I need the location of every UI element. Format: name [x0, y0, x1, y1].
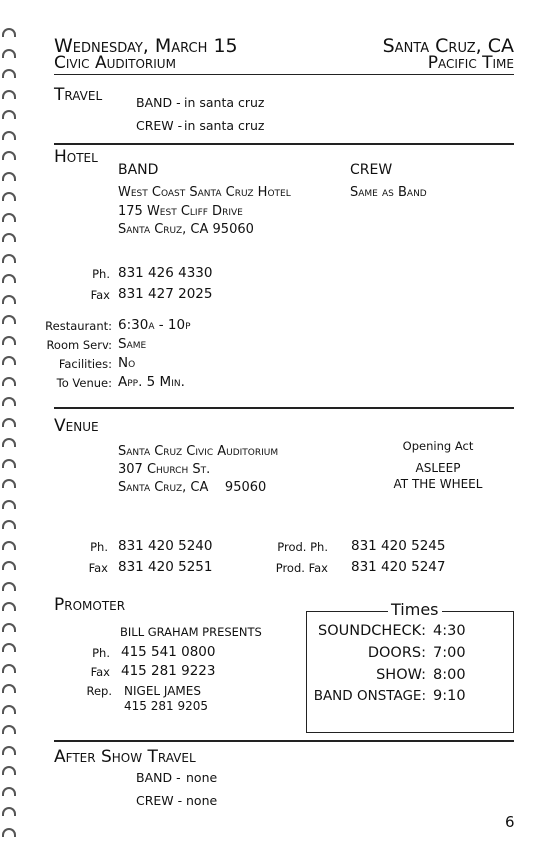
binding-ring	[2, 582, 16, 591]
hotel-address-line1: 175 West Cliff Drive	[118, 204, 243, 219]
show-time: 8:00	[433, 667, 466, 683]
promoter-rep-name: NIGEL JAMES	[124, 684, 201, 698]
travel-crew-label: CREW -	[136, 118, 183, 133]
hotel-band-heading: BAND	[118, 162, 159, 178]
binding-ring	[2, 807, 16, 816]
opening-act-line1: ASLEEP	[415, 461, 461, 475]
binding-ring	[2, 418, 16, 427]
opening-act-line2: AT THE WHEEL	[393, 477, 483, 491]
doors-label: DOORS:	[367, 645, 426, 661]
restaurant-hours: 6:30a - 10p	[118, 317, 191, 333]
after-show-crew-value: none	[186, 793, 218, 808]
binding-ring	[2, 725, 16, 734]
hotel-phone-label: Ph.	[92, 267, 110, 281]
binding-ring	[2, 397, 16, 406]
binding-ring	[2, 274, 16, 283]
venue-heading: Venue	[54, 416, 99, 436]
venue-fax: 831 420 5251	[118, 559, 213, 575]
binding-ring	[2, 254, 16, 263]
prod-fax-label: Prod. Fax	[275, 561, 328, 575]
hotel-address-line2: Santa Cruz, CA 95060	[118, 222, 254, 237]
binding-ring	[2, 541, 16, 550]
promoter-heading: Promoter	[54, 595, 126, 615]
binding-ring	[2, 520, 16, 529]
venue-address-line1: 307 Church St.	[118, 462, 211, 477]
soundcheck-time: 4:30	[433, 623, 466, 639]
page-number: 6	[505, 813, 515, 831]
facilities-value: No	[118, 355, 136, 371]
binding-ring	[2, 684, 16, 693]
prod-phone: 831 420 5245	[351, 538, 446, 554]
promoter-name: BILL GRAHAM PRESENTS	[120, 625, 262, 639]
binding-ring	[2, 315, 16, 324]
hotel-crew-value: Same as Band	[350, 185, 427, 200]
hotel-heading: Hotel	[54, 147, 98, 167]
prod-fax: 831 420 5247	[351, 559, 446, 575]
header-date: Wednesday, March 15	[54, 35, 238, 57]
binding-ring	[2, 356, 16, 365]
binding-ring	[2, 377, 16, 386]
after-show-crew-label: CREW -	[136, 793, 183, 808]
hotel-name: West Coast Santa Cruz Hotel	[118, 185, 291, 200]
promoter-phone-label: Ph.	[92, 646, 110, 660]
hotel-crew-heading: CREW	[350, 162, 393, 178]
restaurant-label: Restaurant:	[45, 319, 112, 333]
hotel-divider	[54, 407, 514, 409]
prod-phone-label: Prod. Ph.	[277, 540, 328, 554]
promoter-fax-label: Fax	[90, 665, 110, 679]
binding-ring	[2, 623, 16, 632]
to-venue-value: App. 5 Min.	[118, 374, 185, 390]
header-timezone: Pacific Time	[427, 53, 514, 73]
room-service-label: Room Serv:	[46, 338, 112, 352]
times-heading: Times	[388, 602, 442, 618]
travel-crew-value: in santa cruz	[184, 118, 265, 133]
room-service-value: Same	[118, 336, 147, 352]
binding-ring	[2, 561, 16, 570]
band-onstage-label: BAND ONSTAGE:	[313, 688, 426, 704]
promoter-fax: 415 281 9223	[121, 663, 216, 679]
promoter-rep-label: Rep.	[86, 684, 112, 698]
binding-ring	[2, 602, 16, 611]
binding-ring	[2, 705, 16, 714]
binding-ring	[2, 336, 16, 345]
header-city: Santa Cruz, CA	[382, 35, 514, 57]
hotel-phone: 831 426 4330	[118, 265, 213, 281]
venue-address-line2: Santa Cruz, CA 95060	[118, 480, 267, 495]
after-show-heading: After Show Travel	[54, 747, 196, 767]
binding-ring	[2, 49, 16, 58]
binding-ring	[2, 295, 16, 304]
promoter-rep-phone: 415 281 9205	[124, 699, 208, 713]
binding-ring	[2, 192, 16, 201]
binding-ring	[2, 643, 16, 652]
binding-ring	[2, 766, 16, 775]
doors-time: 7:00	[433, 645, 466, 661]
promoter-divider	[54, 740, 514, 742]
promoter-phone: 415 541 0800	[121, 644, 216, 660]
binding-ring	[2, 213, 16, 222]
binding-ring	[2, 664, 16, 673]
binding-ring	[2, 90, 16, 99]
binding-ring	[2, 110, 16, 119]
binding-ring	[2, 172, 16, 181]
header-divider	[54, 74, 514, 75]
binding-ring	[2, 479, 16, 488]
travel-divider	[54, 143, 514, 145]
hotel-fax: 831 427 2025	[118, 286, 213, 302]
binding-ring	[2, 438, 16, 447]
binding-ring	[2, 828, 16, 837]
binding-ring	[2, 151, 16, 160]
travel-band-label: BAND -	[136, 95, 181, 110]
binding-ring	[2, 131, 16, 140]
band-onstage-time: 9:10	[433, 688, 466, 704]
binding-ring	[2, 787, 16, 796]
venue-phone-label: Ph.	[90, 540, 108, 554]
after-show-band-label: BAND -	[136, 770, 181, 785]
binding-ring	[2, 459, 16, 468]
binding-ring	[2, 500, 16, 509]
travel-band-value: in santa cruz	[184, 95, 265, 110]
travel-heading: Travel	[54, 85, 103, 105]
binding-ring	[2, 28, 16, 37]
show-label: SHOW:	[376, 667, 426, 683]
header-venue: Civic Auditorium	[54, 53, 176, 73]
venue-name: Santa Cruz Civic Auditorium	[118, 444, 279, 459]
to-venue-label: To Venue:	[56, 376, 112, 390]
opening-act-label: Opening Act	[402, 439, 474, 453]
venue-phone: 831 420 5240	[118, 538, 213, 554]
binding-ring	[2, 233, 16, 242]
after-show-band-value: none	[186, 770, 218, 785]
venue-fax-label: Fax	[88, 561, 108, 575]
hotel-fax-label: Fax	[90, 288, 110, 302]
binding-ring	[2, 69, 16, 78]
soundcheck-label: SOUNDCHECK:	[318, 623, 426, 639]
facilities-label: Facilities:	[58, 357, 112, 371]
binding-ring	[2, 746, 16, 755]
